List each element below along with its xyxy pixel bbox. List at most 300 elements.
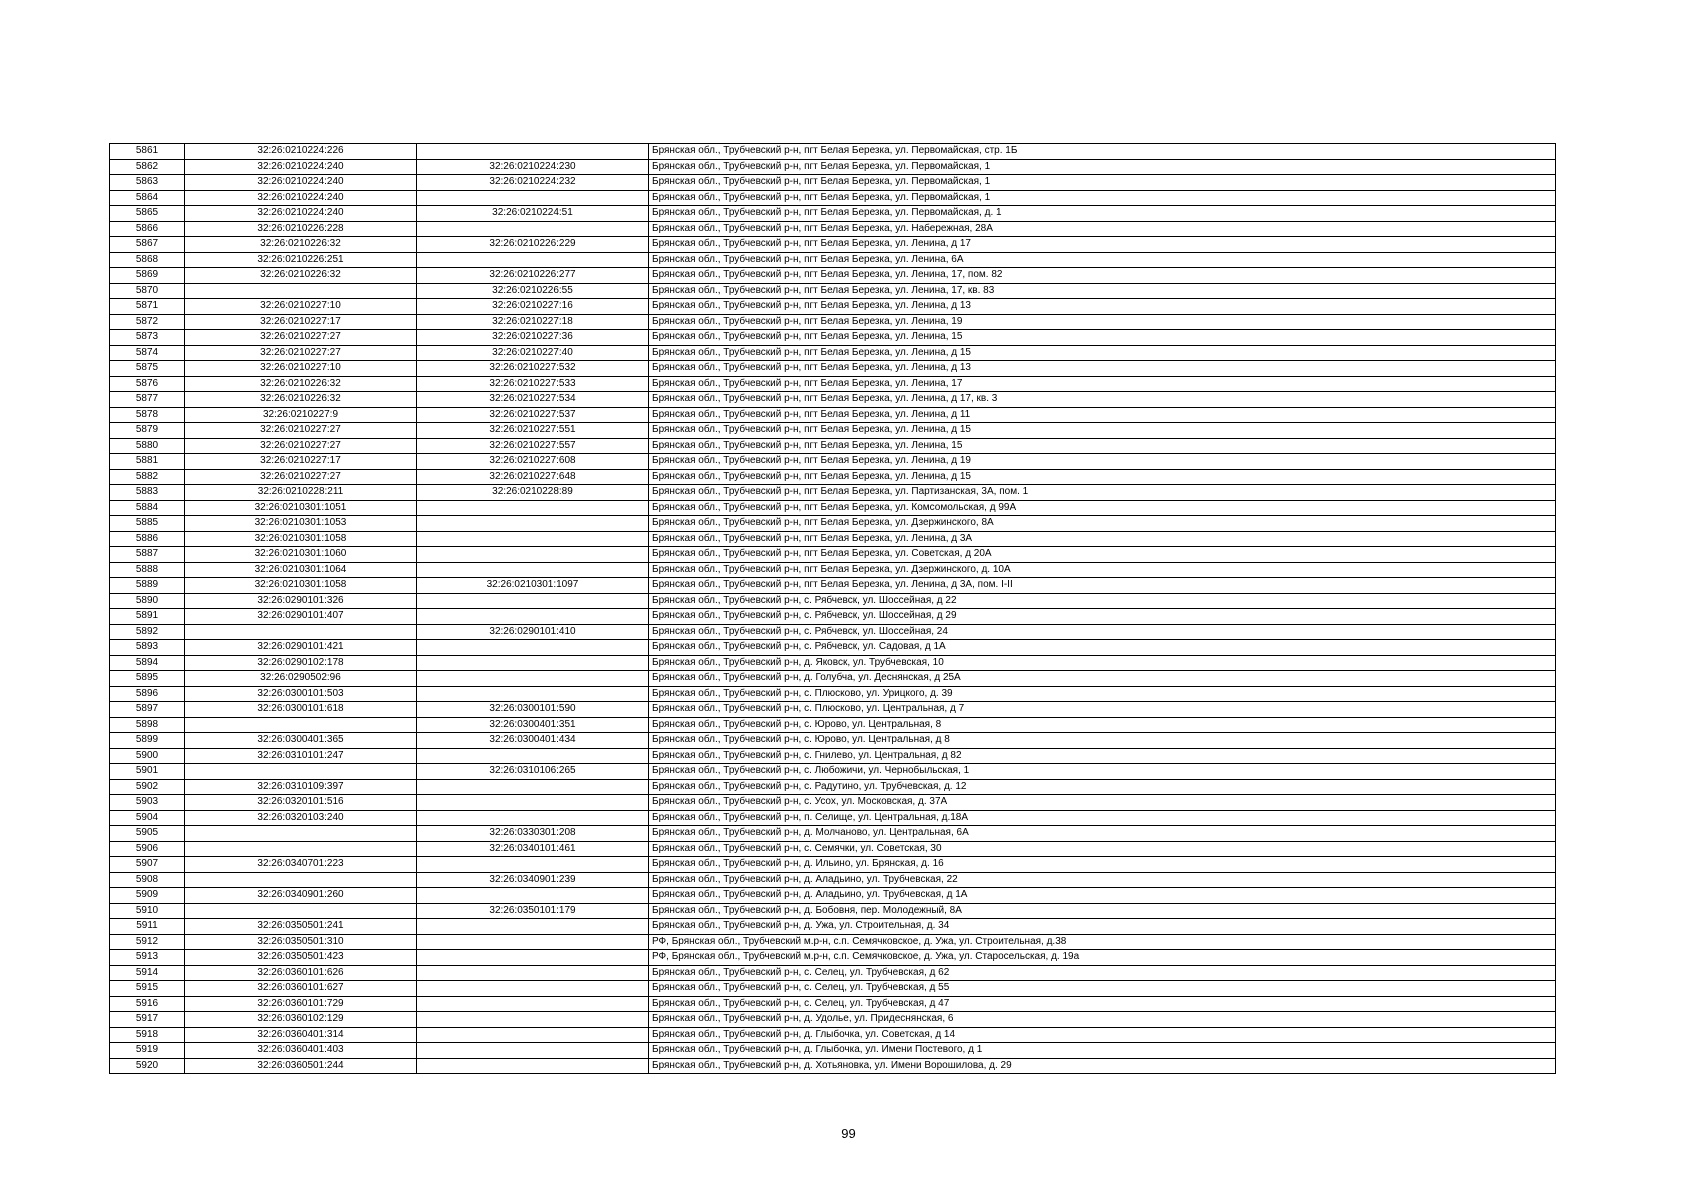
- table-row: [110, 919, 1556, 935]
- address-cell: Брянская обл., Трубчевский р-н, пгт Белая Березка, ул. Ленина, 6А: [649, 252, 1556, 268]
- cadastral-number-cell: 32:26:0210227:27: [185, 423, 417, 439]
- cadastral-number-cell: 32:26:0360501:244: [185, 1058, 417, 1074]
- row-number-cell: 5882: [110, 469, 185, 485]
- cadastral-number-cell: 32:26:0210227:10: [185, 299, 417, 315]
- registry-table-container: [109, 143, 1556, 1074]
- table-row: [110, 454, 1556, 470]
- cadastral-number-cell: [185, 826, 417, 842]
- row-number-cell: 5862: [110, 159, 185, 175]
- table-row: [110, 841, 1556, 857]
- related-cadastral-number-cell: [417, 981, 649, 997]
- table-row: [110, 361, 1556, 377]
- address-cell: Брянская обл., Трубчевский р-н, пгт Белая Березка, ул. Ленина, д 15: [649, 345, 1556, 361]
- address-cell: Брянская обл., Трубчевский р-н, п. Селище, ул. Центральная, д.18А: [649, 810, 1556, 826]
- table-row: [110, 159, 1556, 175]
- row-number-cell: 5864: [110, 190, 185, 206]
- address-cell: Брянская обл., Трубчевский р-н, пгт Белая Березка, ул. Первомайская, 1: [649, 175, 1556, 191]
- address-cell: Брянская обл., Трубчевский р-н, пгт Белая Березка, ул. Ленина, д 3А, пом. I-II: [649, 578, 1556, 594]
- table-row: [110, 1027, 1556, 1043]
- related-cadastral-number-cell: 32:26:0330301:208: [417, 826, 649, 842]
- table-row: [110, 950, 1556, 966]
- address-cell: Брянская обл., Трубчевский р-н, пгт Белая Березка, ул. Первомайская, 1: [649, 159, 1556, 175]
- related-cadastral-number-cell: 32:26:0210227:532: [417, 361, 649, 377]
- cadastral-number-cell: [185, 841, 417, 857]
- table-row: [110, 190, 1556, 206]
- row-number-cell: 5909: [110, 888, 185, 904]
- related-cadastral-number-cell: [417, 671, 649, 687]
- address-cell: Брянская обл., Трубчевский р-н, пгт Белая Березка, ул. Ленина, 17, пом. 82: [649, 268, 1556, 284]
- cadastral-number-cell: 32:26:0210227:27: [185, 330, 417, 346]
- table-row: [110, 965, 1556, 981]
- row-number-cell: 5915: [110, 981, 185, 997]
- related-cadastral-number-cell: [417, 779, 649, 795]
- row-number-cell: 5875: [110, 361, 185, 377]
- table-row: [110, 547, 1556, 563]
- cadastral-number-cell: 32:26:0290101:326: [185, 593, 417, 609]
- related-cadastral-number-cell: [417, 221, 649, 237]
- cadastral-number-cell: 32:26:0210224:226: [185, 144, 417, 160]
- address-cell: Брянская обл., Трубчевский р-н, пгт Белая Березка, ул. Первомайская, стр. 1Б: [649, 144, 1556, 160]
- row-number-cell: 5911: [110, 919, 185, 935]
- address-cell: Брянская обл., Трубчевский р-н, с. Плюсково, ул. Центральная, д 7: [649, 702, 1556, 718]
- row-number-cell: 5902: [110, 779, 185, 795]
- address-cell: Брянская обл., Трубчевский р-н, с. Юрово, ул. Центральная, д 8: [649, 733, 1556, 749]
- cadastral-number-cell: 32:26:0210227:27: [185, 345, 417, 361]
- cadastral-number-cell: 32:26:0360401:403: [185, 1043, 417, 1059]
- related-cadastral-number-cell: [417, 810, 649, 826]
- row-number-cell: 5917: [110, 1012, 185, 1028]
- row-number-cell: 5894: [110, 655, 185, 671]
- row-number-cell: 5878: [110, 407, 185, 423]
- cadastral-number-cell: 32:26:0210301:1058: [185, 578, 417, 594]
- cadastral-number-cell: 32:26:0360102:129: [185, 1012, 417, 1028]
- cadastral-number-cell: 32:26:0340901:260: [185, 888, 417, 904]
- table-row: [110, 438, 1556, 454]
- table-row: [110, 268, 1556, 284]
- address-cell: Брянская обл., Трубчевский р-н, с. Гнилево, ул. Центральная, д 82: [649, 748, 1556, 764]
- related-cadastral-number-cell: [417, 547, 649, 563]
- table-row: [110, 1012, 1556, 1028]
- row-number-cell: 5908: [110, 872, 185, 888]
- related-cadastral-number-cell: 32:26:0210226:277: [417, 268, 649, 284]
- related-cadastral-number-cell: [417, 144, 649, 160]
- row-number-cell: 5891: [110, 609, 185, 625]
- related-cadastral-number-cell: 32:26:0310106:265: [417, 764, 649, 780]
- cadastral-number-cell: 32:26:0320101:516: [185, 795, 417, 811]
- related-cadastral-number-cell: [417, 516, 649, 532]
- table-row: [110, 1043, 1556, 1059]
- address-cell: Брянская обл., Трубчевский р-н, с. Рябчевск, ул. Шоссейная, д 22: [649, 593, 1556, 609]
- row-number-cell: 5865: [110, 206, 185, 222]
- row-number-cell: 5861: [110, 144, 185, 160]
- table-row: [110, 981, 1556, 997]
- related-cadastral-number-cell: 32:26:0210227:36: [417, 330, 649, 346]
- table-row: [110, 795, 1556, 811]
- related-cadastral-number-cell: [417, 857, 649, 873]
- row-number-cell: 5870: [110, 283, 185, 299]
- row-number-cell: 5872: [110, 314, 185, 330]
- cadastral-number-cell: 32:26:0210226:251: [185, 252, 417, 268]
- related-cadastral-number-cell: [417, 795, 649, 811]
- row-number-cell: 5873: [110, 330, 185, 346]
- row-number-cell: 5883: [110, 485, 185, 501]
- address-cell: Брянская обл., Трубчевский р-н, пгт Белая Березка, ул. Ленина, д 3А: [649, 531, 1556, 547]
- cadastral-number-cell: 32:26:0340701:223: [185, 857, 417, 873]
- related-cadastral-number-cell: [417, 252, 649, 268]
- related-cadastral-number-cell: [417, 1043, 649, 1059]
- row-number-cell: 5888: [110, 562, 185, 578]
- address-cell: Брянская обл., Трубчевский р-н, пгт Белая Березка, ул. Ленина, д 17: [649, 237, 1556, 253]
- address-cell: Брянская обл., Трубчевский р-н, с. Радутино, ул. Трубчевская, д. 12: [649, 779, 1556, 795]
- related-cadastral-number-cell: 32:26:0210224:51: [417, 206, 649, 222]
- row-number-cell: 5866: [110, 221, 185, 237]
- related-cadastral-number-cell: [417, 1058, 649, 1074]
- related-cadastral-number-cell: [417, 1027, 649, 1043]
- cadastral-number-cell: 32:26:0300101:503: [185, 686, 417, 702]
- registry-table-body: [110, 144, 1556, 1074]
- address-cell: РФ, Брянская обл., Трубчевский м.р-н, с.п. Семячковское, д. Ужа, ул. Строительная, д.38: [649, 934, 1556, 950]
- related-cadastral-number-cell: 32:26:0210226:55: [417, 283, 649, 299]
- cadastral-number-cell: 32:26:0210226:228: [185, 221, 417, 237]
- cadastral-number-cell: 32:26:0310109:397: [185, 779, 417, 795]
- address-cell: Брянская обл., Трубчевский р-н, с. Рябчевск, ул. Садовая, д 1А: [649, 640, 1556, 656]
- address-cell: Брянская обл., Трубчевский р-н, пгт Белая Березка, ул. Ленина, 17, кв. 83: [649, 283, 1556, 299]
- related-cadastral-number-cell: 32:26:0350101:179: [417, 903, 649, 919]
- address-cell: Брянская обл., Трубчевский р-н, пгт Белая Березка, ул. Ленина, д 13: [649, 361, 1556, 377]
- related-cadastral-number-cell: [417, 996, 649, 1012]
- registry-table: [109, 143, 1556, 1074]
- table-row: [110, 872, 1556, 888]
- table-row: [110, 345, 1556, 361]
- address-cell: Брянская обл., Трубчевский р-н, д. Молчаново, ул. Центральная, 6А: [649, 826, 1556, 842]
- table-row: [110, 996, 1556, 1012]
- row-number-cell: 5895: [110, 671, 185, 687]
- address-cell: Брянская обл., Трубчевский р-н, пгт Белая Березка, ул. Ленина, д 19: [649, 454, 1556, 470]
- related-cadastral-number-cell: 32:26:0210227:537: [417, 407, 649, 423]
- cadastral-number-cell: 32:26:0210301:1058: [185, 531, 417, 547]
- table-row: [110, 764, 1556, 780]
- related-cadastral-number-cell: [417, 888, 649, 904]
- related-cadastral-number-cell: 32:26:0210226:229: [417, 237, 649, 253]
- cadastral-number-cell: 32:26:0310101:247: [185, 748, 417, 764]
- table-row: [110, 144, 1556, 160]
- row-number-cell: 5885: [110, 516, 185, 532]
- table-row: [110, 609, 1556, 625]
- cadastral-number-cell: 32:26:0350501:310: [185, 934, 417, 950]
- table-row: [110, 531, 1556, 547]
- address-cell: Брянская обл., Трубчевский р-н, пгт Белая Березка, ул. Первомайская, д. 1: [649, 206, 1556, 222]
- address-cell: Брянская обл., Трубчевский р-н, пгт Белая Березка, ул. Ленина, д 15: [649, 469, 1556, 485]
- address-cell: Брянская обл., Трубчевский р-н, с. Селец, ул. Трубчевская, д 47: [649, 996, 1556, 1012]
- row-number-cell: 5904: [110, 810, 185, 826]
- table-row: [110, 283, 1556, 299]
- row-number-cell: 5914: [110, 965, 185, 981]
- related-cadastral-number-cell: 32:26:0210227:533: [417, 376, 649, 392]
- row-number-cell: 5910: [110, 903, 185, 919]
- address-cell: Брянская обл., Трубчевский р-н, с. Любожичи, ул. Чернобыльская, 1: [649, 764, 1556, 780]
- table-row: [110, 1058, 1556, 1074]
- related-cadastral-number-cell: [417, 950, 649, 966]
- cadastral-number-cell: 32:26:0290502:96: [185, 671, 417, 687]
- cadastral-number-cell: 32:26:0360101:627: [185, 981, 417, 997]
- related-cadastral-number-cell: [417, 919, 649, 935]
- address-cell: Брянская обл., Трубчевский р-н, д. Ужа, ул. Строительная, д. 34: [649, 919, 1556, 935]
- cadastral-number-cell: 32:26:0360101:729: [185, 996, 417, 1012]
- cadastral-number-cell: 32:26:0360101:626: [185, 965, 417, 981]
- table-row: [110, 733, 1556, 749]
- address-cell: Брянская обл., Трубчевский р-н, пгт Белая Березка, ул. Партизанская, 3А, пом. 1: [649, 485, 1556, 501]
- row-number-cell: 5868: [110, 252, 185, 268]
- address-cell: Брянская обл., Трубчевский р-н, д. Глыбочка, ул. Имени Постевого, д 1: [649, 1043, 1556, 1059]
- address-cell: Брянская обл., Трубчевский р-н, пгт Белая Березка, ул. Ленина, 17: [649, 376, 1556, 392]
- address-cell: Брянская обл., Трубчевский р-н, с. Плюсково, ул. Урицкого, д. 39: [649, 686, 1556, 702]
- related-cadastral-number-cell: [417, 640, 649, 656]
- cadastral-number-cell: [185, 764, 417, 780]
- address-cell: Брянская обл., Трубчевский р-н, д. Глыбочка, ул. Советская, д 14: [649, 1027, 1556, 1043]
- related-cadastral-number-cell: [417, 965, 649, 981]
- table-row: [110, 934, 1556, 950]
- address-cell: Брянская обл., Трубчевский р-н, пгт Белая Березка, ул. Комсомольская, д 99А: [649, 500, 1556, 516]
- cadastral-number-cell: 32:26:0210301:1051: [185, 500, 417, 516]
- row-number-cell: 5880: [110, 438, 185, 454]
- related-cadastral-number-cell: 32:26:0210301:1097: [417, 578, 649, 594]
- table-row: [110, 516, 1556, 532]
- table-row: [110, 237, 1556, 253]
- address-cell: Брянская обл., Трубчевский р-н, д. Хотьяновка, ул. Имени Ворошилова, д. 29: [649, 1058, 1556, 1074]
- cadastral-number-cell: 32:26:0210228:211: [185, 485, 417, 501]
- cadastral-number-cell: [185, 872, 417, 888]
- row-number-cell: 5889: [110, 578, 185, 594]
- cadastral-number-cell: 32:26:0290102:178: [185, 655, 417, 671]
- related-cadastral-number-cell: 32:26:0210224:230: [417, 159, 649, 175]
- row-number-cell: 5867: [110, 237, 185, 253]
- row-number-cell: 5906: [110, 841, 185, 857]
- row-number-cell: 5863: [110, 175, 185, 191]
- related-cadastral-number-cell: 32:26:0340101:461: [417, 841, 649, 857]
- row-number-cell: 5905: [110, 826, 185, 842]
- row-number-cell: 5887: [110, 547, 185, 563]
- row-number-cell: 5871: [110, 299, 185, 315]
- table-row: [110, 392, 1556, 408]
- row-number-cell: 5903: [110, 795, 185, 811]
- related-cadastral-number-cell: 32:26:0300401:351: [417, 717, 649, 733]
- table-row: [110, 330, 1556, 346]
- related-cadastral-number-cell: [417, 531, 649, 547]
- address-cell: Брянская обл., Трубчевский р-н, с. Рябчевск, ул. Шоссейная, 24: [649, 624, 1556, 640]
- cadastral-number-cell: 32:26:0210224:240: [185, 190, 417, 206]
- table-row: [110, 655, 1556, 671]
- cadastral-number-cell: 32:26:0300401:365: [185, 733, 417, 749]
- address-cell: Брянская обл., Трубчевский р-н, д. Бобовня, пер. Молодежный, 8А: [649, 903, 1556, 919]
- cadastral-number-cell: [185, 283, 417, 299]
- address-cell: Брянская обл., Трубчевский р-н, пгт Белая Березка, ул. Дзержинского, д. 10А: [649, 562, 1556, 578]
- address-cell: Брянская обл., Трубчевский р-н, д. Яковск, ул. Трубчевская, 10: [649, 655, 1556, 671]
- related-cadastral-number-cell: 32:26:0210227:16: [417, 299, 649, 315]
- address-cell: Брянская обл., Трубчевский р-н, с. Усох, ул. Московская, д. 37А: [649, 795, 1556, 811]
- cadastral-number-cell: 32:26:0210226:32: [185, 392, 417, 408]
- address-cell: Брянская обл., Трубчевский р-н, пгт Белая Березка, ул. Ленина, 15: [649, 438, 1556, 454]
- table-row: [110, 423, 1556, 439]
- address-cell: Брянская обл., Трубчевский р-н, пгт Белая Березка, ул. Набережная, 28А: [649, 221, 1556, 237]
- related-cadastral-number-cell: [417, 934, 649, 950]
- cadastral-number-cell: 32:26:0210227:17: [185, 314, 417, 330]
- cadastral-number-cell: 32:26:0210226:32: [185, 237, 417, 253]
- table-row: [110, 252, 1556, 268]
- related-cadastral-number-cell: [417, 500, 649, 516]
- address-cell: Брянская обл., Трубчевский р-н, пгт Белая Березка, ул. Ленина, д 15: [649, 423, 1556, 439]
- address-cell: Брянская обл., Трубчевский р-н, д. Ильино, ул. Брянская, д. 16: [649, 857, 1556, 873]
- row-number-cell: 5881: [110, 454, 185, 470]
- table-row: [110, 299, 1556, 315]
- related-cadastral-number-cell: [417, 609, 649, 625]
- table-row: [110, 671, 1556, 687]
- row-number-cell: 5919: [110, 1043, 185, 1059]
- table-row: [110, 640, 1556, 656]
- row-number-cell: 5920: [110, 1058, 185, 1074]
- table-row: [110, 206, 1556, 222]
- cadastral-number-cell: 32:26:0210227:27: [185, 438, 417, 454]
- cadastral-number-cell: 32:26:0210227:9: [185, 407, 417, 423]
- table-row: [110, 888, 1556, 904]
- table-row: [110, 717, 1556, 733]
- address-cell: Брянская обл., Трубчевский р-н, пгт Белая Березка, ул. Ленина, д 17, кв. 3: [649, 392, 1556, 408]
- table-row: [110, 314, 1556, 330]
- cadastral-number-cell: 32:26:0210227:27: [185, 469, 417, 485]
- row-number-cell: 5898: [110, 717, 185, 733]
- row-number-cell: 5899: [110, 733, 185, 749]
- cadastral-number-cell: 32:26:0290101:421: [185, 640, 417, 656]
- address-cell: Брянская обл., Трубчевский р-н, пгт Белая Березка, ул. Дзержинского, 8А: [649, 516, 1556, 532]
- related-cadastral-number-cell: 32:26:0210227:608: [417, 454, 649, 470]
- cadastral-number-cell: 32:26:0210226:32: [185, 376, 417, 392]
- address-cell: Брянская обл., Трубчевский р-н, с. Семячки, ул. Советская, 30: [649, 841, 1556, 857]
- table-row: [110, 624, 1556, 640]
- table-row: [110, 469, 1556, 485]
- table-row: [110, 826, 1556, 842]
- cadastral-number-cell: 32:26:0210224:240: [185, 206, 417, 222]
- row-number-cell: 5918: [110, 1027, 185, 1043]
- cadastral-number-cell: 32:26:0320103:240: [185, 810, 417, 826]
- address-cell: Брянская обл., Трубчевский р-н, пгт Белая Березка, ул. Ленина, 15: [649, 330, 1556, 346]
- table-row: [110, 903, 1556, 919]
- related-cadastral-number-cell: 32:26:0210227:557: [417, 438, 649, 454]
- related-cadastral-number-cell: [417, 562, 649, 578]
- page-number: 99: [841, 1126, 856, 1141]
- table-row: [110, 810, 1556, 826]
- related-cadastral-number-cell: 32:26:0210224:232: [417, 175, 649, 191]
- cadastral-number-cell: 32:26:0210227:10: [185, 361, 417, 377]
- row-number-cell: 5884: [110, 500, 185, 516]
- cadastral-number-cell: 32:26:0210224:240: [185, 175, 417, 191]
- address-cell: РФ, Брянская обл., Трубчевский м.р-н, с.п. Семячковское, д. Ужа, ул. Старосельская, д. 19а: [649, 950, 1556, 966]
- address-cell: Брянская обл., Трубчевский р-н, д. Голубча, ул. Деснянская, д 25А: [649, 671, 1556, 687]
- table-row: [110, 593, 1556, 609]
- row-number-cell: 5912: [110, 934, 185, 950]
- address-cell: Брянская обл., Трубчевский р-н, с. Юрово, ул. Центральная, 8: [649, 717, 1556, 733]
- related-cadastral-number-cell: 32:26:0300401:434: [417, 733, 649, 749]
- table-row: [110, 779, 1556, 795]
- table-row: [110, 221, 1556, 237]
- related-cadastral-number-cell: [417, 655, 649, 671]
- cadastral-number-cell: [185, 624, 417, 640]
- row-number-cell: 5900: [110, 748, 185, 764]
- cadastral-number-cell: 32:26:0210301:1064: [185, 562, 417, 578]
- related-cadastral-number-cell: 32:26:0300101:590: [417, 702, 649, 718]
- related-cadastral-number-cell: [417, 748, 649, 764]
- table-row: [110, 562, 1556, 578]
- address-cell: Брянская обл., Трубчевский р-н, с. Селец, ул. Трубчевская, д 55: [649, 981, 1556, 997]
- row-number-cell: 5892: [110, 624, 185, 640]
- related-cadastral-number-cell: [417, 593, 649, 609]
- cadastral-number-cell: [185, 903, 417, 919]
- row-number-cell: 5893: [110, 640, 185, 656]
- address-cell: Брянская обл., Трубчевский р-н, пгт Белая Березка, ул. Ленина, 19: [649, 314, 1556, 330]
- table-row: [110, 376, 1556, 392]
- table-row: [110, 500, 1556, 516]
- cadastral-number-cell: 32:26:0210224:240: [185, 159, 417, 175]
- row-number-cell: 5913: [110, 950, 185, 966]
- cadastral-number-cell: 32:26:0360401:314: [185, 1027, 417, 1043]
- row-number-cell: 5890: [110, 593, 185, 609]
- address-cell: Брянская обл., Трубчевский р-н, с. Рябчевск, ул. Шоссейная, д 29: [649, 609, 1556, 625]
- cadastral-number-cell: 32:26:0210301:1053: [185, 516, 417, 532]
- row-number-cell: 5876: [110, 376, 185, 392]
- address-cell: Брянская обл., Трубчевский р-н, д. Аладьино, ул. Трубчевская, 22: [649, 872, 1556, 888]
- table-row: [110, 857, 1556, 873]
- address-cell: Брянская обл., Трубчевский р-н, с. Селец, ул. Трубчевская, д 62: [649, 965, 1556, 981]
- table-row: [110, 175, 1556, 191]
- address-cell: Брянская обл., Трубчевский р-н, пгт Белая Березка, ул. Ленина, д 13: [649, 299, 1556, 315]
- address-cell: Брянская обл., Трубчевский р-н, пгт Белая Березка, ул. Первомайская, 1: [649, 190, 1556, 206]
- related-cadastral-number-cell: [417, 190, 649, 206]
- cadastral-number-cell: 32:26:0210227:17: [185, 454, 417, 470]
- related-cadastral-number-cell: 32:26:0210227:648: [417, 469, 649, 485]
- cadastral-number-cell: 32:26:0350501:423: [185, 950, 417, 966]
- table-row: [110, 407, 1556, 423]
- row-number-cell: 5896: [110, 686, 185, 702]
- table-row: [110, 702, 1556, 718]
- table-row: [110, 485, 1556, 501]
- row-number-cell: 5907: [110, 857, 185, 873]
- row-number-cell: 5901: [110, 764, 185, 780]
- related-cadastral-number-cell: 32:26:0210227:18: [417, 314, 649, 330]
- address-cell: Брянская обл., Трубчевский р-н, пгт Белая Березка, ул. Советская, д 20А: [649, 547, 1556, 563]
- related-cadastral-number-cell: 32:26:0340901:239: [417, 872, 649, 888]
- cadastral-number-cell: 32:26:0350501:241: [185, 919, 417, 935]
- address-cell: Брянская обл., Трубчевский р-н, д. Удолье, ул. Придеснянская, 6: [649, 1012, 1556, 1028]
- cadastral-number-cell: [185, 717, 417, 733]
- cadastral-number-cell: 32:26:0300101:618: [185, 702, 417, 718]
- related-cadastral-number-cell: 32:26:0210227:40: [417, 345, 649, 361]
- row-number-cell: 5874: [110, 345, 185, 361]
- row-number-cell: 5879: [110, 423, 185, 439]
- table-row: [110, 578, 1556, 594]
- related-cadastral-number-cell: 32:26:0210227:534: [417, 392, 649, 408]
- address-cell: Брянская обл., Трубчевский р-н, пгт Белая Березка, ул. Ленина, д 11: [649, 407, 1556, 423]
- row-number-cell: 5897: [110, 702, 185, 718]
- row-number-cell: 5886: [110, 531, 185, 547]
- related-cadastral-number-cell: 32:26:0290101:410: [417, 624, 649, 640]
- related-cadastral-number-cell: 32:26:0210227:551: [417, 423, 649, 439]
- cadastral-number-cell: 32:26:0210226:32: [185, 268, 417, 284]
- row-number-cell: 5916: [110, 996, 185, 1012]
- row-number-cell: 5877: [110, 392, 185, 408]
- cadastral-number-cell: 32:26:0210301:1060: [185, 547, 417, 563]
- cadastral-number-cell: 32:26:0290101:407: [185, 609, 417, 625]
- table-row: [110, 686, 1556, 702]
- related-cadastral-number-cell: 32:26:0210228:89: [417, 485, 649, 501]
- address-cell: Брянская обл., Трубчевский р-н, д. Аладьино, ул. Трубчевская, д 1А: [649, 888, 1556, 904]
